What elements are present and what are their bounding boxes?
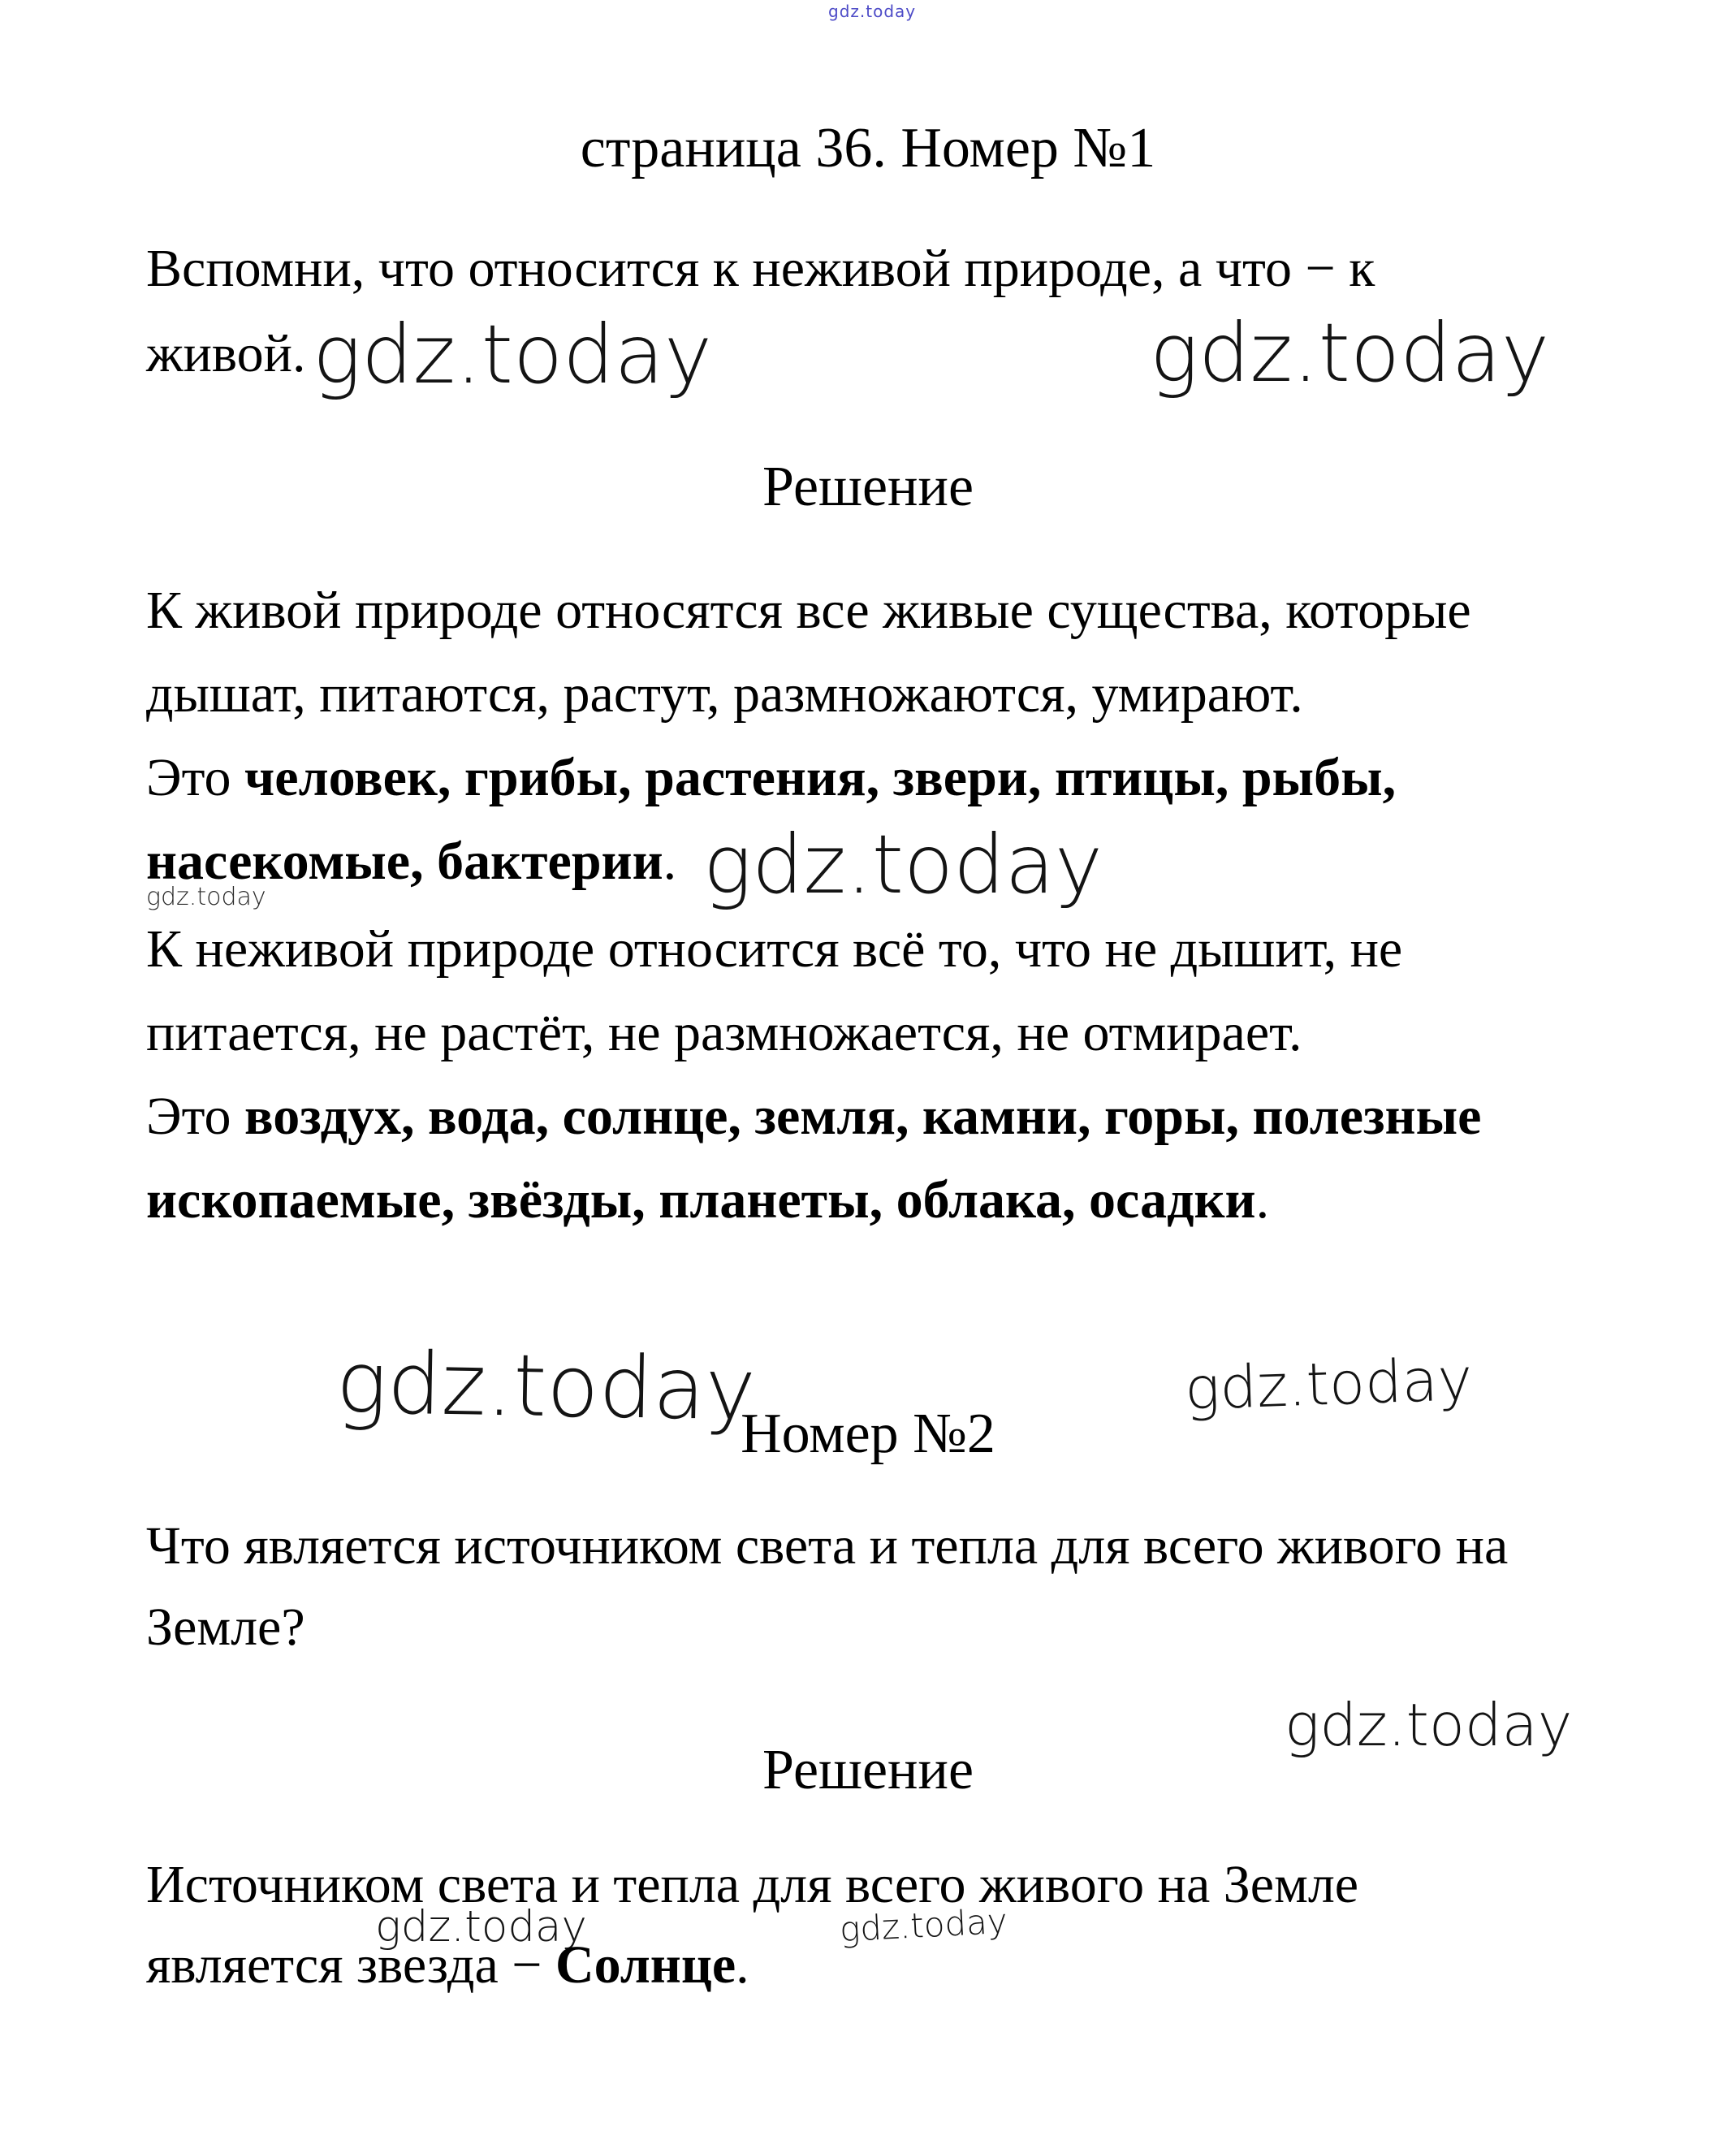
problem1-question-line1: Вспомни, что относится к неживой природе, а что − к: [146, 239, 1375, 298]
problem2-solution-heading: Решение: [762, 1739, 974, 1801]
answer2-line2-prefix: является звезда −: [146, 1935, 555, 1995]
watermark-small-answer2-right: gdz.today: [838, 1900, 1008, 1950]
problem2-question-line1: Что является источником света и тепла для всего живого на: [146, 1516, 1509, 1576]
problem1-answer-line5: К неживой природе относится всё то, что не дышит, не: [146, 919, 1403, 979]
problem1-answer-line4: [146, 832, 677, 891]
problem1-answer-line2: дышат, питаются, растут, размножаются, умирают.: [146, 664, 1303, 724]
answer2-line2-bold: Солнце: [555, 1935, 736, 1995]
answer2-line2-period: .: [736, 1935, 749, 1995]
answer-line4-period: .: [663, 832, 677, 891]
watermark-medium-right-solution2: gdz.today: [1285, 1691, 1573, 1759]
problem2-heading: Номер №2: [741, 1403, 995, 1465]
watermark-small-answer2-left: gdz.today: [375, 1902, 587, 1952]
answer-line3-bold-list: человек, грибы, растения, звери, птицы, рыбы,: [244, 748, 1397, 807]
watermark-small-answer1: gdz.today: [146, 883, 266, 911]
answer-line7-bold-list: воздух, вода, солнце, земля, камни, горы, полезные: [244, 1087, 1482, 1146]
watermark-medium-right-problem2: gdz.today: [1183, 1344, 1474, 1424]
problem2-question-line2: Земле?: [146, 1597, 305, 1657]
problem1-answer-line3: [146, 748, 1397, 807]
answer-line8-period: .: [1255, 1170, 1270, 1230]
page-title: страница 36. Номер №1: [580, 117, 1156, 179]
watermark-large-answer1: gdz.today: [703, 817, 1103, 912]
watermark-large-before-problem2: gdz.today: [335, 1333, 757, 1440]
problem1-answer-line8: [146, 1170, 1270, 1230]
problem2-answer-line1: Источником света и тепла для всего живого на Земле: [146, 1855, 1359, 1914]
problem1-answer-line7: [146, 1087, 1482, 1146]
watermark-large-left: gdz.today: [313, 307, 713, 402]
problem1-solution-heading: Решение: [762, 456, 974, 518]
answer-line3-prefix: Это: [146, 748, 245, 807]
answer-line8-bold-list: ископаемые, звёзды, планеты, облака, осадки: [146, 1170, 1256, 1230]
problem1-answer-line1: К живой природе относятся все живые существа, которые: [146, 581, 1471, 640]
answer-line7-prefix: Это: [146, 1087, 245, 1146]
watermark-large-right: gdz.today: [1150, 305, 1550, 400]
problem2-answer-line2: [146, 1935, 749, 1995]
answer-line4-bold-list: насекомые, бактерии: [146, 832, 663, 891]
watermark-top: gdz.today: [828, 2, 917, 21]
problem1-question-line2: живой.: [146, 324, 306, 383]
problem1-answer-line6: питается, не растёт, не размножается, не отмирает.: [146, 1003, 1302, 1062]
